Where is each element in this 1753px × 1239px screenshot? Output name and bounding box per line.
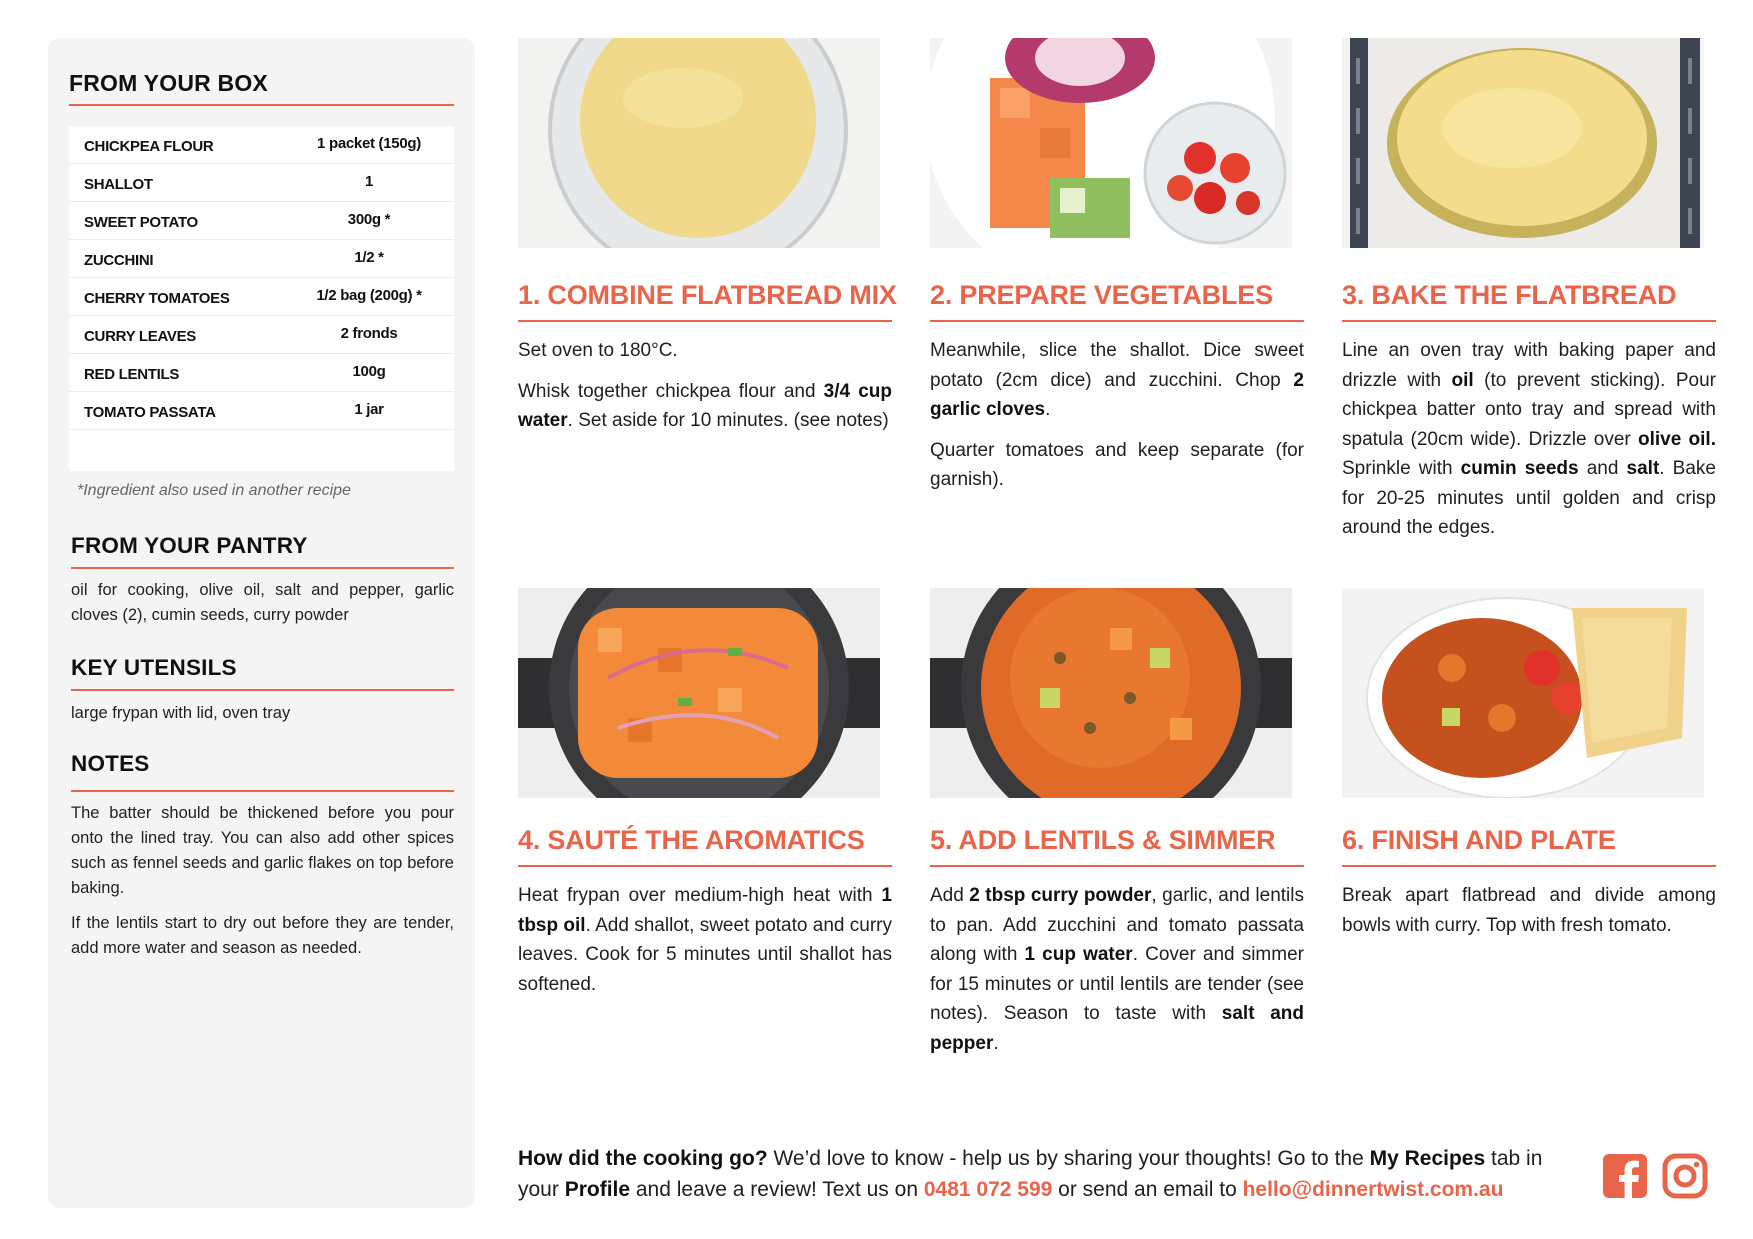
ingredient-row (69, 202, 454, 240)
ingredient-name: SWEET POTATO (84, 214, 198, 231)
step-paragraph (1342, 881, 1716, 940)
ingredient-name: CHICKPEA FLOUR (84, 138, 214, 155)
paragraph-text: Break apart flatbread and divide among bowls with curry. Top with fresh tomato. (1342, 885, 1716, 936)
ingredient-row (69, 278, 454, 316)
bold-ingredient: 2 garlic cloves (930, 369, 1304, 420)
bold-ingredient: oil (1451, 369, 1474, 391)
ingredient-name: CHERRY TOMATOES (84, 290, 230, 307)
step-paragraph (930, 881, 1304, 1058)
ingredient-row (69, 316, 454, 354)
step-paragraph (1342, 336, 1716, 543)
divider (518, 320, 892, 322)
ingredient-name: CURRY LEAVES (84, 328, 196, 345)
ingredient-row (69, 240, 454, 278)
email-link[interactable]: hello@dinnertwist.com.au (1242, 1178, 1504, 1201)
utensils-text: large frypan with lid, oven tray (71, 704, 291, 722)
step-paragraph (518, 377, 892, 436)
paragraph-text: , garlic, and lentils to pan. Add zucchini and tomato passata along with (930, 885, 1304, 965)
ingredient-name: RED LENTILS (84, 366, 180, 383)
paragraph-text: Add (930, 885, 970, 906)
note-paragraph: If the lentils start to dry out before they are tender, add more water and season as needed. (71, 914, 454, 957)
paragraph-text: Heat frypan over medium-high heat with (518, 885, 882, 906)
notes-text (71, 801, 454, 961)
footer-text: We’d love to know - help us by sharing your thoughts! Go to the (767, 1147, 1370, 1170)
step-5-photo (930, 588, 1292, 798)
ingredient-row (69, 126, 454, 164)
step-paragraph (518, 336, 892, 366)
footer-text: tab in your (518, 1147, 1543, 1201)
step-1-photo (518, 38, 880, 248)
ingredient-qty: 1 jar (354, 401, 384, 418)
paragraph-text: Line an oven tray with baking paper and drizzle with (1342, 340, 1716, 391)
step-5-text (930, 881, 1304, 1058)
ingredient-qty: 1 (364, 173, 374, 190)
from-your-box-heading: FROM YOUR BOX (69, 70, 268, 96)
step-3-title: 3. BAKE THE FLATBREAD (1342, 280, 1677, 310)
paragraph-text: Meanwhile, slice the shallot. Dice sweet potato (2cm dice) and zucchini. Chop (930, 340, 1304, 391)
instagram-icon[interactable] (1662, 1153, 1708, 1199)
step-1-text (518, 336, 892, 436)
step-4-text (518, 881, 892, 999)
note-paragraph: The batter should be thickened before you pour onto the lined tray. You can also add other spices such as fennel seeds and garlic flakes on top before baking. (71, 804, 454, 897)
step-2-title: 2. PREPARE VEGETABLES (930, 280, 1273, 310)
ingredient-row (69, 354, 454, 392)
divider (518, 865, 892, 867)
ingredient-row (69, 164, 454, 202)
step-4-photo (518, 588, 880, 798)
step-4-title: 4. SAUTÉ THE AROMATICS (518, 825, 865, 855)
step-3-photo (1342, 38, 1704, 248)
step-paragraph (930, 436, 1304, 495)
step-6-photo (1342, 588, 1704, 798)
ingredient-qty: 2 fronds (340, 325, 398, 342)
phone-link[interactable]: 0481 072 599 (923, 1178, 1053, 1201)
footer-text: and leave a review! Text us on (630, 1178, 924, 1201)
ingredient-name: SHALLOT (84, 176, 153, 193)
ingredient-qty: 100g (352, 363, 386, 380)
my-recipes-link[interactable]: My Recipes (1369, 1147, 1486, 1170)
divider (69, 104, 454, 106)
pantry-text: oil for cooking, olive oil, salt and pepper, garlic cloves (2), cumin seeds, curry powder (71, 581, 454, 624)
step-5-title: 5. ADD LENTILS & SIMMER (930, 825, 1276, 855)
step-paragraph (518, 881, 892, 999)
ingredients-table (69, 126, 454, 471)
divider (71, 567, 454, 569)
bold-ingredient: 2 tbsp curry powder (969, 885, 1152, 906)
step-2-photo (930, 38, 1292, 248)
footnote: *Ingredient also used in another recipe (77, 482, 351, 499)
footer-text: or send an email to (1052, 1178, 1243, 1201)
paragraph-text: . Set aside for 10 minutes. (see notes) (567, 410, 889, 431)
divider (930, 320, 1304, 322)
divider (71, 790, 454, 792)
notes-heading: NOTES (71, 751, 150, 776)
bold-ingredient: salt and pepper (930, 1003, 1304, 1054)
ingredient-qty: 1/2 bag (200g) * (316, 287, 422, 304)
paragraph-text: and (1578, 458, 1627, 479)
ingredient-row (69, 392, 454, 430)
paragraph-text: . Cover and simmer for 15 minutes or until lentils are tender (see notes). Season to taste with (930, 944, 1304, 1024)
paragraph-text: Quarter tomatoes and keep separate (for garnish). (930, 439, 1304, 490)
bold-ingredient: 1 cup water (1024, 944, 1133, 965)
footer-question: How did the cooking go? (518, 1147, 768, 1170)
divider (930, 865, 1304, 867)
paragraph-text: . (1045, 399, 1051, 420)
ingredient-name: TOMATO PASSATA (84, 404, 216, 421)
ingredient-name: ZUCCHINI (84, 252, 154, 269)
bold-ingredient: olive oil. (1638, 428, 1716, 450)
ingredients-sidebar (48, 38, 475, 1208)
paragraph-text: Set oven to 180°C. (518, 340, 678, 361)
step-1-title: 1. COMBINE FLATBREAD MIX (518, 280, 897, 310)
utensils-heading: KEY UTENSILS (71, 655, 237, 680)
paragraph-text: . Bake for 20-25 minutes until golden and crisp around the edges. (1342, 458, 1716, 538)
bold-ingredient: cumin seeds (1460, 458, 1579, 479)
paragraph-text: Whisk together chickpea flour and (518, 380, 824, 402)
paragraph-text: (to prevent sticking). Pour chickpea batter onto tray and spread with spatula (20cm wide). Drizzle over (1342, 369, 1717, 450)
divider (1342, 865, 1716, 867)
step-paragraph (930, 336, 1304, 425)
paragraph-text: Sprinkle with (1342, 458, 1461, 479)
step-6-text (1342, 881, 1716, 940)
ingredient-qty: 1 packet (150g) (317, 135, 421, 152)
step-3-text (1342, 336, 1716, 543)
divider (1342, 320, 1716, 322)
step-6-title: 6. FINISH AND PLATE (1342, 825, 1616, 855)
divider (71, 689, 454, 691)
pantry-heading: FROM YOUR PANTRY (71, 533, 308, 558)
paragraph-text: . Add shallot, sweet potato and curry leaves. Cook for 5 minutes until shallot has softened. (518, 914, 892, 995)
paragraph-text: . (993, 1032, 999, 1054)
feedback-footer (518, 1143, 1578, 1205)
facebook-icon[interactable] (1602, 1153, 1648, 1199)
bold-ingredient: 3/4 cup water (518, 380, 892, 431)
profile-link[interactable]: Profile (564, 1178, 631, 1201)
bold-ingredient: 1 tbsp oil (518, 885, 892, 936)
step-2-text (930, 336, 1304, 495)
ingredient-qty: 300g * (347, 211, 391, 228)
ingredient-qty: 1/2 * (354, 249, 384, 266)
bold-ingredient: salt (1626, 458, 1660, 479)
